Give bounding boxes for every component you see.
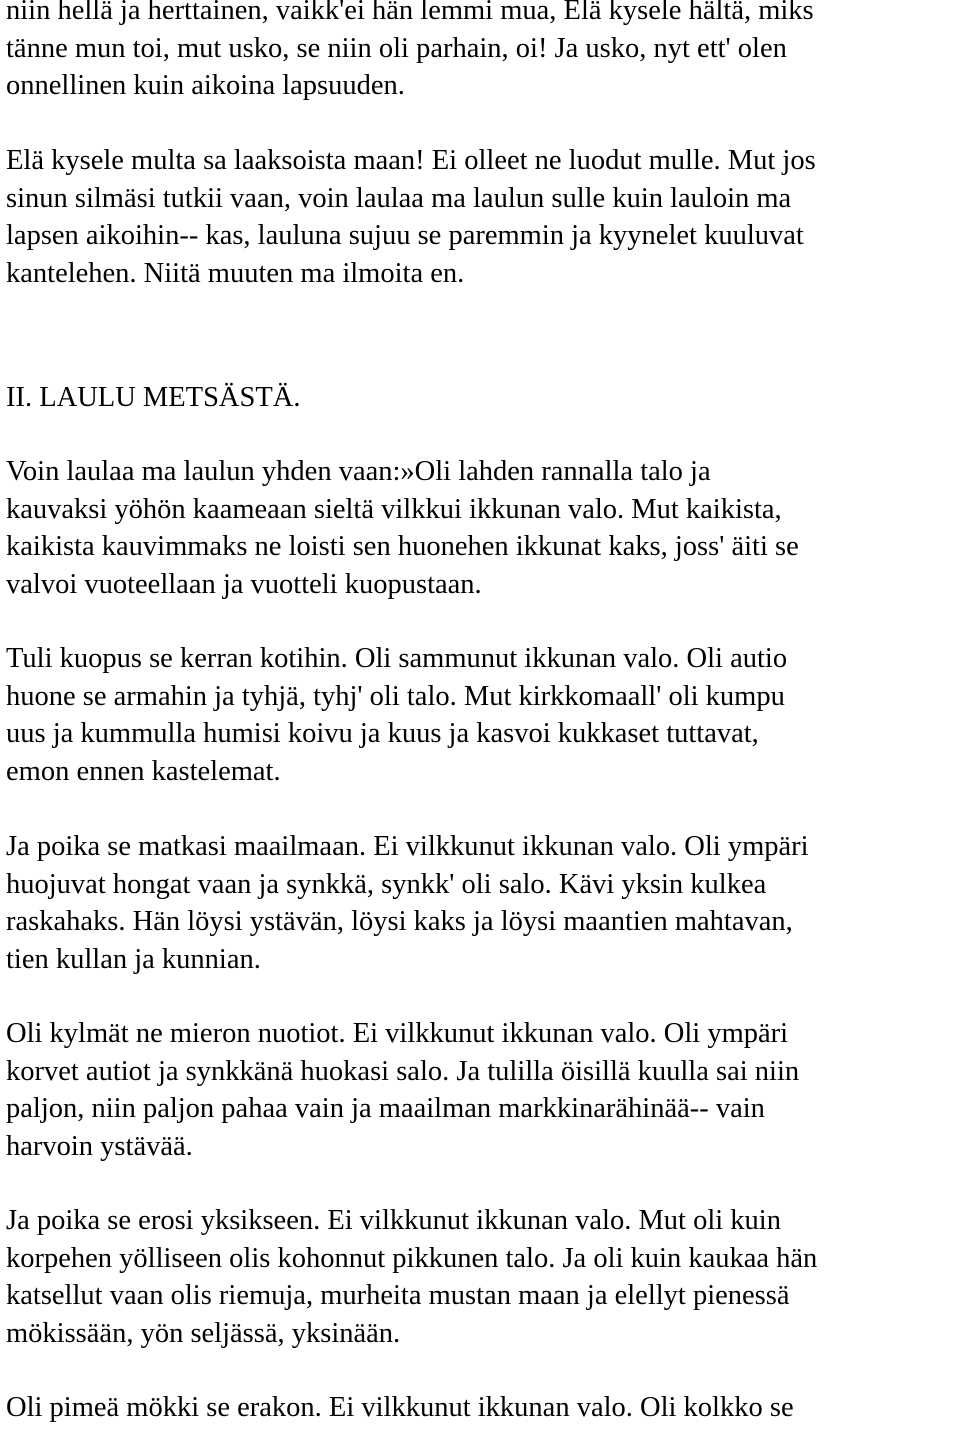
text-line: uus ja kummulla humisi koivu ja kuus ja kasvoi kukkaset tuttavat, <box>6 718 759 749</box>
text-line: Tuli kuopus se kerran kotihin. Oli sammunut ikkunan valo. Oli autio <box>6 643 788 674</box>
text-line: kaikista kauvimmaks ne loisti sen huonehen ikkunat kaks, joss' äiti se <box>6 531 799 562</box>
paragraph-1 <box>6 0 814 105</box>
paragraph-4 <box>6 640 787 790</box>
paragraph-6 <box>6 1015 799 1165</box>
section-heading: II. LAULU METSÄSTÄ. <box>6 382 301 413</box>
text-line: huone se armahin ja tyhjä, tyhj' oli talo. Mut kirkkomaall' oli kumpu <box>6 680 785 712</box>
text-line: Ja poika se matkasi maailmaan. Ei vilkkunut ikkunan valo. Oli ympäri <box>6 831 809 862</box>
paragraph-2 <box>6 142 816 292</box>
paragraph-5 <box>6 828 809 978</box>
text-line: huojuvat hongat vaan ja synkkä, synkk' oli salo. Kävi yksin kulkea <box>6 868 767 900</box>
text-line: emon ennen kastelemat. <box>6 755 281 787</box>
text-line: kantelehen. Niitä muuten ma ilmoita en. <box>6 257 465 289</box>
paragraph-3 <box>6 453 799 603</box>
text-line: valvoi vuoteellaan ja vuotteli kuopustaan. <box>6 568 482 600</box>
text-line: Oli kylmät ne mieron nuotiot. Ei vilkkunut ikkunan valo. Oli ympäri <box>6 1018 789 1049</box>
text-line: onnellinen kuin aikoina lapsuuden. <box>6 70 405 101</box>
text-line: niin hellä ja herttainen, vaikk'ei hän lemmi mua, Elä kysele hältä, miks <box>6 0 814 26</box>
text-line: harvoin ystävää. <box>6 1130 193 1162</box>
text-line: korvet autiot ja synkkänä huokasi salo. Ja tulilla öisillä kuulla sai niin <box>6 1055 800 1087</box>
text-line: lapsen aikoihin-- kas, lauluna sujuu se paremmin ja kyynelet kuuluvat <box>6 220 804 251</box>
text-line: tien kullan ja kunnian. <box>6 943 261 975</box>
text-line: tänne mun toi, mut usko, se niin oli parhain, oi! Ja usko, nyt ett' olen <box>6 32 787 64</box>
text-line: Voin laulaa ma laulun yhden vaan:»Oli lahden rannalla talo ja <box>6 456 711 487</box>
paragraph-8 <box>6 1389 794 1427</box>
text-line: mökissään, yön seljässä, yksinään. <box>6 1317 401 1349</box>
text-line: sinun silmäsi tutkii vaan, voin laulaa ma laulun sulle kuin lauloin ma <box>6 182 792 214</box>
text-line: Oli pimeä mökki se erakon. Ei vilkkunut ikkunan valo. Oli kolkko se <box>6 1392 794 1423</box>
paragraph-7 <box>6 1202 817 1352</box>
text-line: Ja poika se erosi yksikseen. Ei vilkkunut ikkunan valo. Mut oli kuin <box>6 1205 781 1236</box>
text-line: raskahaks. Hän löysi ystävän, löysi kaks ja löysi maantien mahtavan, <box>6 906 793 937</box>
text-line: katsellut vaan olis riemuja, murheita mustan maan ja elellyt pienessä <box>6 1280 790 1311</box>
text-line: kauvaksi yöhön kaameaan sieltä vilkkui ikkunan valo. Mut kaikista, <box>6 493 782 525</box>
text-line: paljon, niin paljon pahaa vain ja maailman markkinarähinää-- vain <box>6 1093 765 1124</box>
text-line: Elä kysele multa sa laaksoista maan! Ei olleet ne luodut mulle. Mut jos <box>6 145 816 176</box>
text-line: korpehen yölliseen olis kohonnut pikkunen talo. Ja oli kuin kaukaa hän <box>6 1242 818 1274</box>
